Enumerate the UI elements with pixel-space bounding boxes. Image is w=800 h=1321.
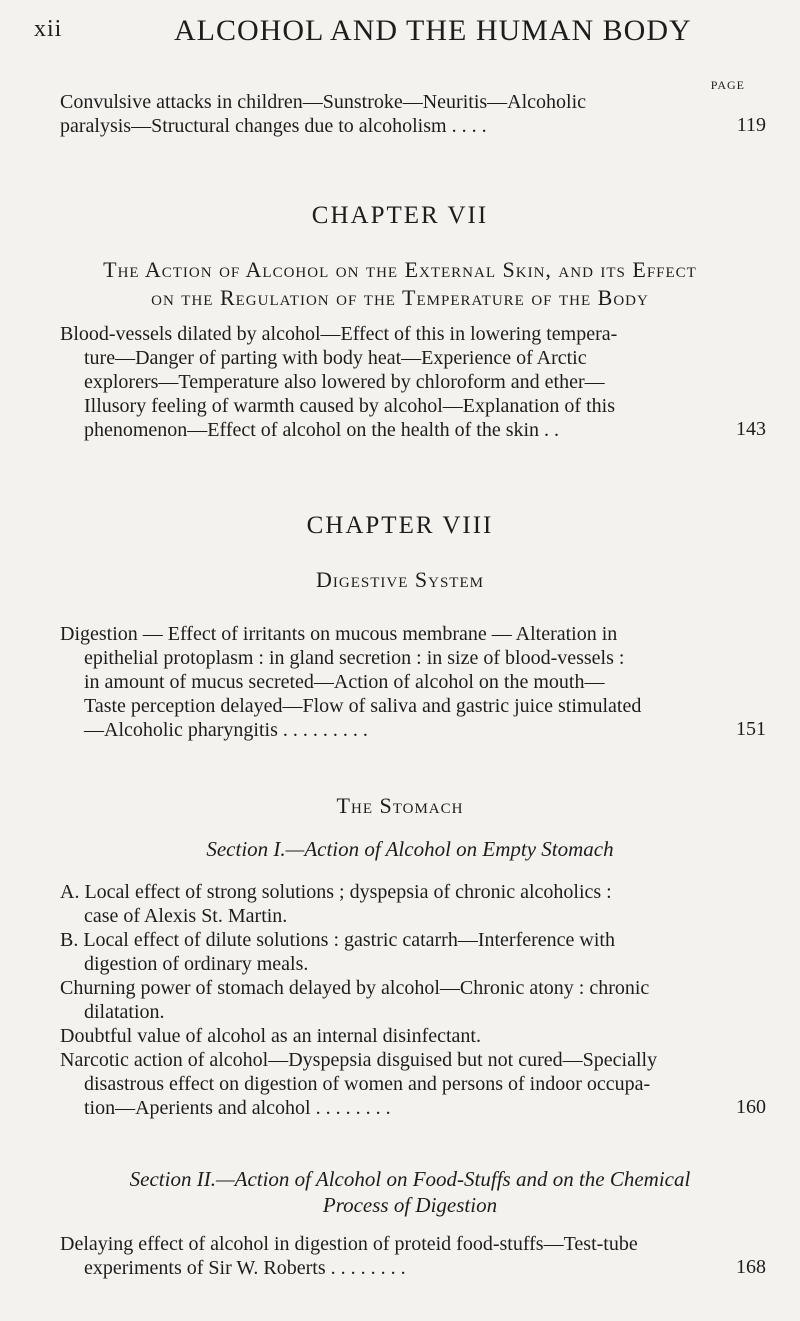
toc-line: experiments of Sir W. Roberts . . . . . . . . (84, 1257, 406, 1279)
toc-line: B. Local effect of dilute solutions : gastric catarrh—Interference with (60, 929, 615, 951)
chapter-title-line: The Action of Alcohol on the External Skin, and its Effect (103, 257, 697, 282)
page-ref-143: 143 (736, 418, 766, 440)
chapter-title-8: Digestive System (316, 567, 484, 592)
toc-line: Blood-vessels dilated by alcohol—Effect of this in lowering tempera- (60, 323, 618, 345)
toc-line: Doubtful value of alcohol as an internal disinfectant. (60, 1025, 481, 1047)
page-ref-160: 160 (736, 1096, 766, 1118)
toc-line: digestion of ordinary meals. (84, 953, 309, 975)
toc-line: paralysis—Structural changes due to alcoholism . . . . (60, 115, 487, 137)
toc-entry-ch8 (60, 622, 740, 742)
toc-line: Delaying effect of alcohol in digestion of proteid food-stuffs—Test-tube (60, 1233, 638, 1255)
toc-line: disastrous effect on digestion of women and persons of indoor occupa- (84, 1073, 651, 1095)
toc-entry-ch6 (60, 90, 740, 138)
toc-line: in amount of mucus secreted—Action of alcohol on the mouth— (84, 671, 605, 693)
toc-line: Convulsive attacks in children—Sunstroke—Neuritis—Alcoholic (60, 91, 587, 113)
page-number: xii (34, 16, 63, 42)
chapter-heading-7: CHAPTER VII (311, 202, 489, 229)
toc-entry-stomach-s2 (60, 1232, 740, 1280)
toc-line: explorers—Temperature also lowered by chloroform and ether— (84, 371, 605, 393)
toc-entry-stomach-s1 (60, 880, 740, 1120)
toc-line: tion—Aperients and alcohol . . . . . . . . (84, 1097, 391, 1119)
toc-line: case of Alexis St. Martin. (84, 905, 288, 927)
chapter-title-7 (0, 256, 800, 312)
toc-line: Churning power of stomach delayed by alcohol—Chronic atony : chronic (60, 977, 650, 999)
subsection-title-stomach: The Stomach (336, 793, 464, 818)
chapter-title-line: on the Regulation of the Temperature of the Body (151, 285, 649, 310)
page-ref-119: 119 (736, 114, 766, 136)
page-column-label: PAGE (710, 78, 745, 92)
page-header (34, 14, 754, 54)
page-ref-168: 168 (736, 1256, 766, 1278)
toc-line: Narcotic action of alcohol—Dyspepsia disguised but not cured—Specially (60, 1049, 658, 1071)
toc-entry-ch7 (60, 322, 740, 442)
chapter-heading-8: CHAPTER VIII (306, 512, 494, 539)
section-heading-line: Process of Digestion (322, 1193, 498, 1217)
toc-line: —Alcoholic pharyngitis . . . . . . . . . (84, 719, 368, 741)
section-heading-2 (70, 1166, 750, 1218)
toc-line: dilatation. (84, 1001, 165, 1023)
toc-line: Illusory feeling of warmth caused by alcohol—Explanation of this (84, 395, 615, 417)
section-heading-line: Section II.—Action of Alcohol on Food-Stuffs and on the Chemical (129, 1167, 691, 1191)
toc-line: ture—Danger of parting with body heat—Experience of Arctic (84, 347, 587, 369)
section-heading-1: Section I.—Action of Alcohol on Empty Stomach (206, 837, 614, 861)
toc-line: Digestion — Effect of irritants on mucous membrane — Alteration in (60, 623, 618, 645)
running-title: ALCOHOL AND THE HUMAN BODY (174, 14, 692, 47)
toc-line: phenomenon—Effect of alcohol on the health of the skin . . (84, 419, 560, 441)
toc-line: epithelial protoplasm : in gland secretion : in size of blood-vessels : (84, 647, 625, 669)
page-ref-151: 151 (736, 718, 766, 740)
toc-line: A. Local effect of strong solutions ; dyspepsia of chronic alcoholics : (60, 881, 612, 903)
toc-line: Taste perception delayed—Flow of saliva and gastric juice stimulated (84, 695, 642, 717)
